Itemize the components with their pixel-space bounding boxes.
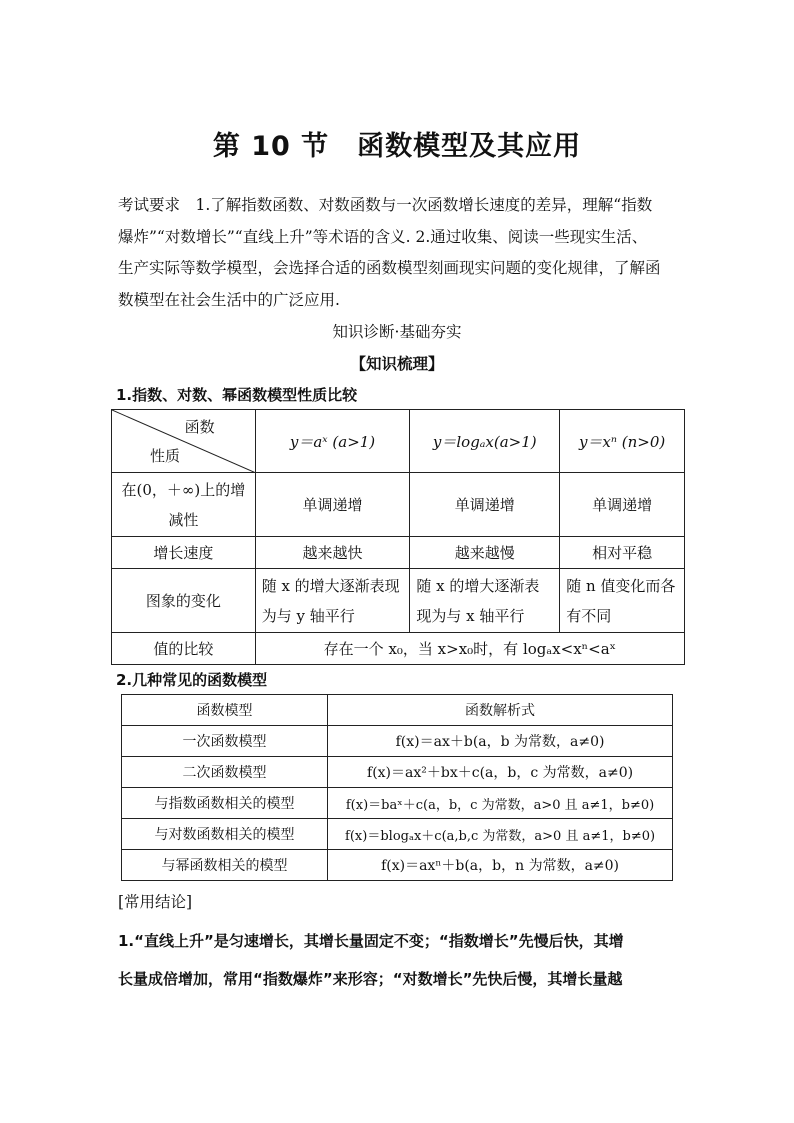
section-banner: 知识诊断·基础夯实 — [332, 323, 462, 341]
table-row — [112, 569, 685, 633]
cell-log-graph: 随 x 的增大逐渐表现为与 x 轴平行 — [410, 569, 560, 633]
model-name: 与幂函数相关的模型 — [122, 850, 328, 881]
model-formula: f(x)＝axⁿ＋b(a，b，n 为常数，a≠0) — [328, 850, 673, 881]
page-title: 第 10 节 函数模型及其应用 — [212, 131, 582, 162]
header-property-label: 性质 — [150, 447, 181, 465]
conclusion-line-2: 长量成倍增加，常用“指数爆炸”来形容；“对数增长”先快后慢，其增长量越 — [118, 970, 623, 988]
row-label-monotonicity: 在(0，＋∞)上的增减性 — [112, 473, 256, 537]
column-power: y＝xⁿ (n>0) — [560, 410, 685, 473]
cell-power-monotonicity: 单调递增 — [560, 473, 685, 537]
conclusion-line-1: 1.“直线上升”是匀速增长，其增长量固定不变；“指数增长”先慢后快，其增 — [118, 932, 624, 950]
exam-requirements — [118, 190, 680, 316]
requirements-line-4: 数模型在社会生活中的广泛应用. — [118, 290, 340, 309]
model-name: 与对数函数相关的模型 — [122, 819, 328, 850]
conclusions-heading: [常用结论] — [118, 893, 193, 911]
diagonal-header-cell — [112, 410, 256, 473]
row-label-growth-speed: 增长速度 — [112, 537, 256, 569]
cell-value-compare: 存在一个 x₀，当 x>x₀时，有 logₐx<xⁿ<aˣ — [255, 633, 684, 665]
model-formula: f(x)＝ax²＋bx＋c(a，b，c 为常数，a≠0) — [328, 757, 673, 788]
table-row — [122, 726, 673, 757]
cell-log-growth: 越来越慢 — [410, 537, 560, 569]
table-row — [122, 757, 673, 788]
table2-heading: 2.几种常见的函数模型 — [116, 671, 268, 689]
model-name: 二次函数模型 — [122, 757, 328, 788]
property-comparison-table — [111, 409, 685, 665]
row-label-value-compare: 值的比较 — [112, 633, 256, 665]
model-formula: f(x)＝ax＋b(a，b 为常数，a≠0) — [328, 726, 673, 757]
table-row — [112, 537, 685, 569]
knowledge-heading: 【知识梳理】 — [350, 355, 444, 373]
model-name: 与指数函数相关的模型 — [122, 788, 328, 819]
cell-log-monotonicity: 单调递增 — [410, 473, 560, 537]
requirements-line-1: 1.了解指数函数、对数函数与一次函数增长速度的差异，理解“指数 — [180, 196, 653, 214]
cell-exp-graph: 随 x 的增大逐渐表现为与 y 轴平行 — [255, 569, 410, 633]
table-row — [112, 633, 685, 665]
table-row — [122, 819, 673, 850]
requirements-label: 考试要求 — [118, 196, 181, 214]
table1-heading: 1.指数、对数、幂函数模型性质比较 — [116, 386, 358, 404]
model-formula: f(x)＝blogₐx＋c(a,b,c 为常数，a>0 且 a≠1，b≠0) — [328, 819, 673, 850]
column-logarithmic: y＝logₐx(a>1) — [410, 410, 560, 473]
conclusions-body — [118, 922, 680, 998]
row-label-graph-change: 图象的变化 — [112, 569, 256, 633]
header-model: 函数模型 — [122, 695, 328, 726]
table-row — [122, 850, 673, 881]
model-formula: f(x)＝baˣ＋c(a，b，c 为常数，a>0 且 a≠1，b≠0) — [328, 788, 673, 819]
header-formula: 函数解析式 — [328, 695, 673, 726]
table-header-row — [122, 695, 673, 726]
table-row — [112, 473, 685, 537]
requirements-line-2: 爆炸”“对数增长”“直线上升”等术语的含义. 2.通过收集、阅读一些现实生活、 — [118, 227, 648, 246]
cell-exp-growth: 越来越快 — [255, 537, 410, 569]
requirements-line-3: 生产实际等数学模型，会选择合适的函数模型刻画现实问题的变化规律，了解函 — [118, 259, 661, 277]
model-name: 一次函数模型 — [122, 726, 328, 757]
cell-power-graph: 随 n 值变化而各有不同 — [560, 569, 685, 633]
function-models-table — [121, 694, 673, 881]
table-row — [122, 788, 673, 819]
cell-exp-monotonicity: 单调递增 — [255, 473, 410, 537]
table-header-row — [112, 410, 685, 473]
column-exponential: y＝aˣ (a>1) — [255, 410, 410, 473]
header-function-label: 函数 — [184, 418, 215, 436]
cell-power-growth: 相对平稳 — [560, 537, 685, 569]
